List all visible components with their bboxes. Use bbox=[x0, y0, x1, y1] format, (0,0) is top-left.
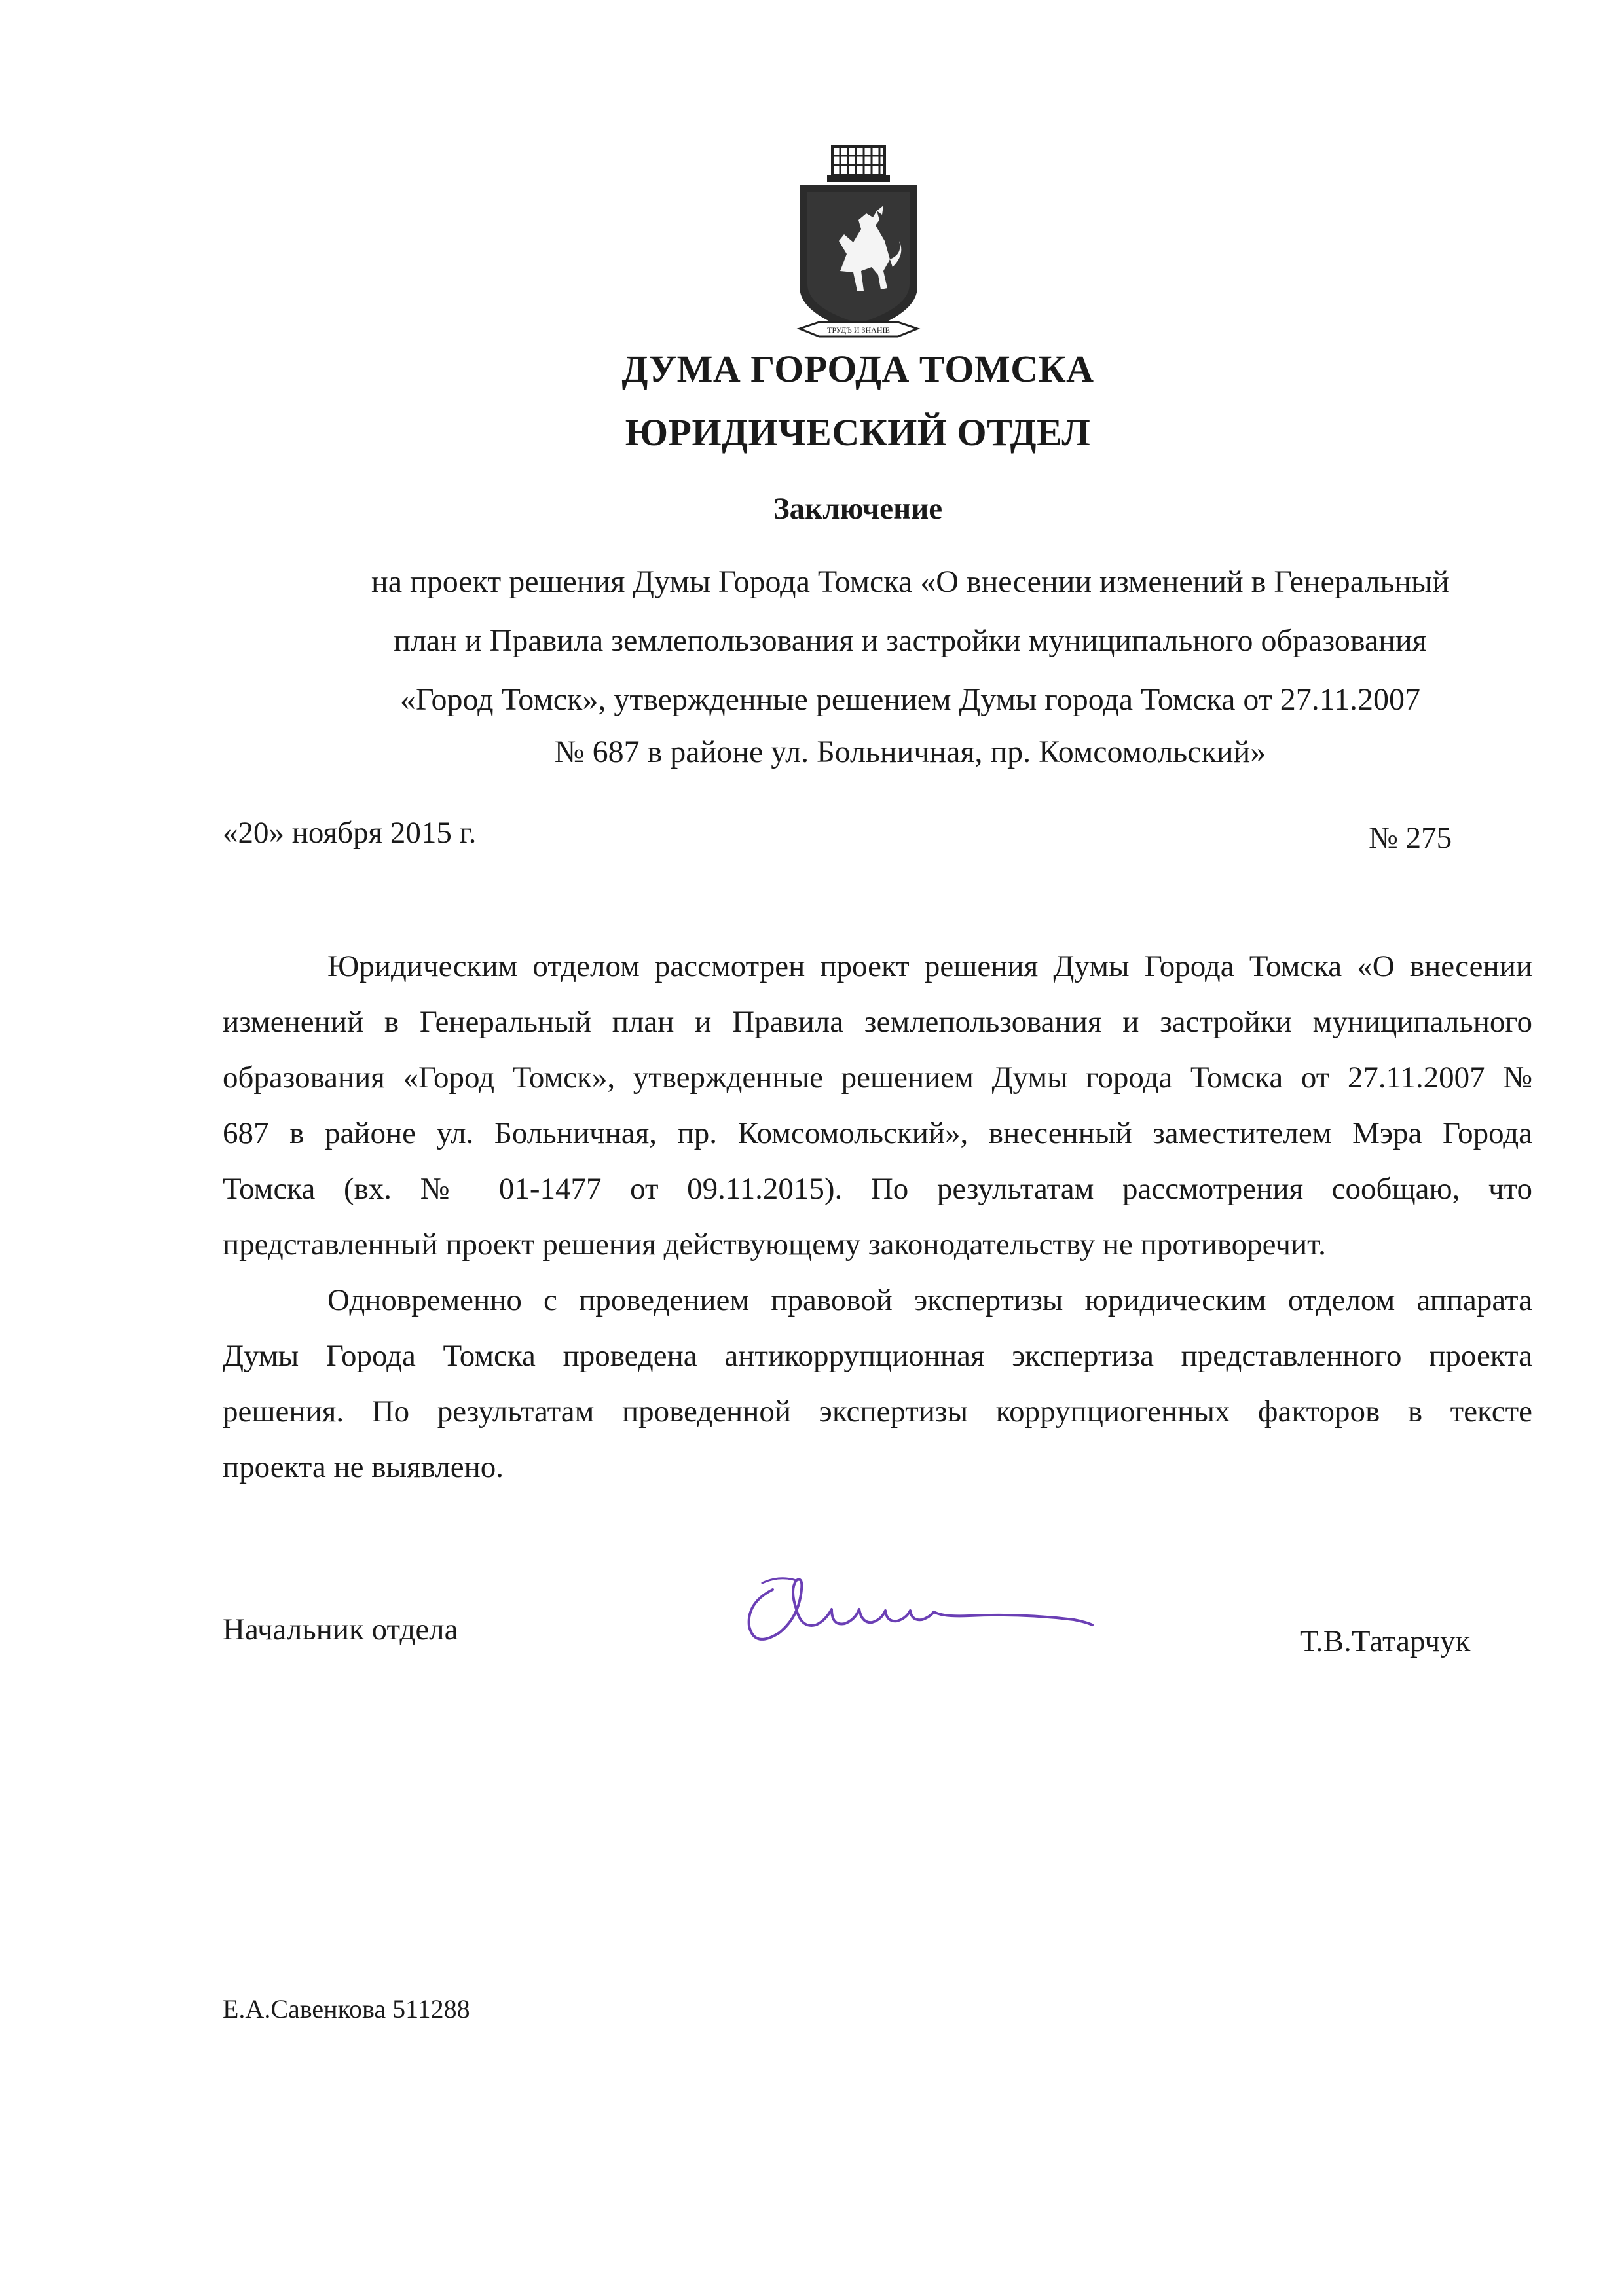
body-line: образования «Город Томск», утвержденные решением Думы города Томска от 27.11.2007 № bbox=[223, 1061, 1532, 1095]
subject-line: «Город Томск», утвержденные решением Думы города Томска от 27.11.2007 bbox=[400, 682, 1420, 717]
body-line: Одновременно с проведением правовой экспертизы юридическим отделом аппарата bbox=[327, 1283, 1532, 1317]
document-number: № 275 bbox=[1369, 821, 1452, 855]
body-line: представленный проект решения действующему законодательству не противоречит. bbox=[223, 1228, 1326, 1262]
body-line: 687 в районе ул. Больничная, пр. Комсомольский», внесенный заместителем Мэра Города bbox=[223, 1116, 1532, 1150]
subject-line: № 687 в районе ул. Больничная, пр. Комсомольский» bbox=[554, 735, 1266, 769]
body-line: Думы Города Томска проведена антикоррупционная экспертиза представленного проекта bbox=[223, 1339, 1532, 1373]
body-line: решения. По результатам проведенной экспертизы коррупциогенных факторов в тексте bbox=[223, 1394, 1532, 1429]
subject-line: план и Правила землепользования и застройки муниципального образования bbox=[394, 623, 1427, 658]
signer-position: Начальник отдела bbox=[223, 1613, 458, 1647]
body-line: Юридическим отделом рассмотрен проект решения Думы Города Томска «О внесении bbox=[327, 949, 1532, 983]
document-date: «20» ноября 2015 г. bbox=[223, 816, 477, 850]
svg-text:ТРУДЪ И ЗНАНIЕ: ТРУДЪ И ЗНАНIЕ bbox=[827, 325, 890, 335]
department-name: ЮРИДИЧЕСКИЙ ОТДЕЛ bbox=[625, 411, 1091, 454]
tomsk-coat-of-arms-icon bbox=[793, 143, 924, 351]
handwritten-signature bbox=[733, 1563, 1100, 1655]
subject-line: на проект решения Думы Города Томска «О внесении изменений в Генеральный bbox=[371, 564, 1449, 599]
body-line: проекта не выявлено. bbox=[223, 1450, 504, 1484]
document-title: Заключение bbox=[773, 492, 943, 526]
body-line: Томска (вх. № 01-1477 от 09.11.2015). По результатам рассмотрения сообщаю, что bbox=[223, 1172, 1532, 1206]
body-line: изменений в Генеральный план и Правила землепользования и застройки муниципального bbox=[223, 1005, 1532, 1039]
organization-name: ДУМА ГОРОДА ТОМСКА bbox=[621, 348, 1094, 390]
signer-name: Т.В.Татарчук bbox=[1300, 1624, 1471, 1658]
executor-contact: Е.А.Савенкова 511288 bbox=[223, 1994, 470, 2024]
